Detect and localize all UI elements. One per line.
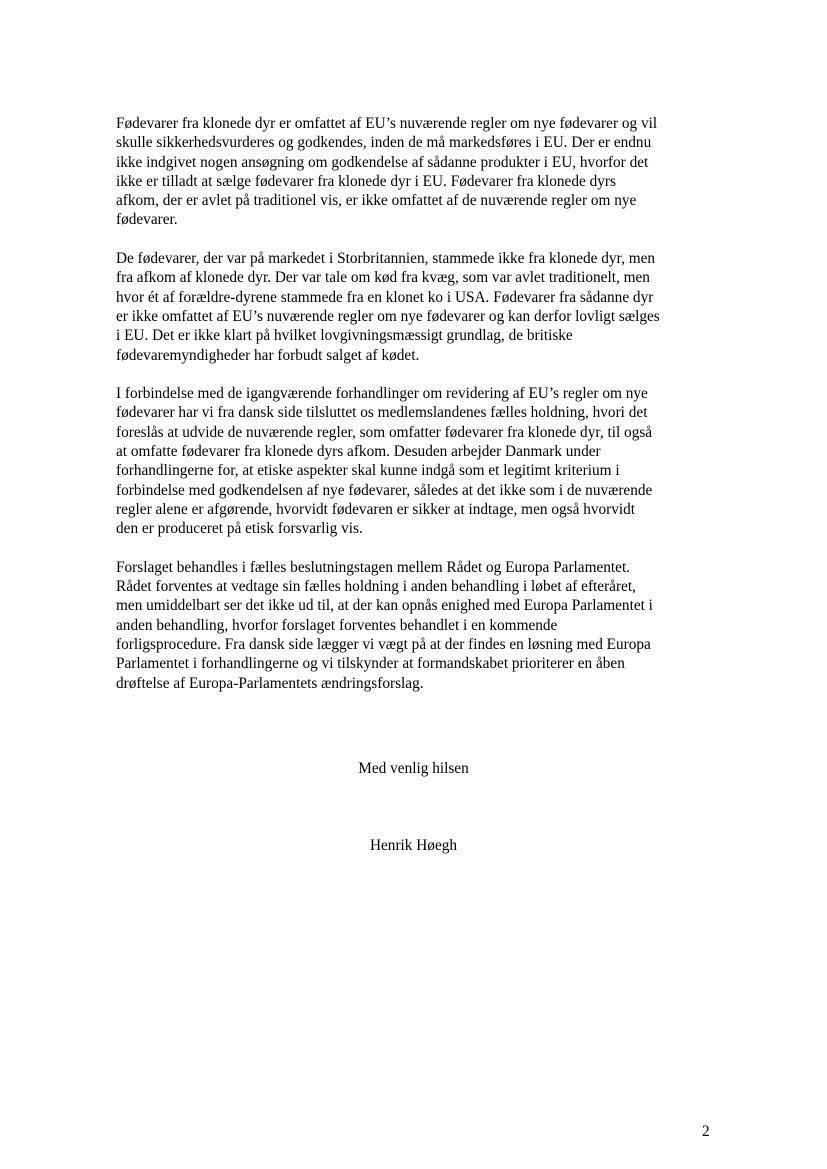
paragraph-gap xyxy=(116,365,726,384)
text-line: fra afkom af klonede dyr. Der var tale om kød fra kvæg, som var avlet traditionelt, men xyxy=(116,269,650,287)
text-line: fødevarer. xyxy=(116,211,178,229)
text-line: at omfatte fødevarer fra klonede dyrs afkom. Desuden arbejder Danmark under xyxy=(116,443,601,461)
paragraph-3 xyxy=(116,384,726,538)
text-line: Parlamentet i forhandlingerne og vi tilskynder at formandskabet prioriterer en åben xyxy=(116,655,625,673)
text-line: er ikke omfattet af EU’s nuværende regler om nye fødevarer og kan derfor lovligt sælges xyxy=(116,307,660,325)
text-line: foreslås at udvide de nuværende regler, som omfatter fødevarer fra klonede dyr, til også xyxy=(116,423,653,441)
paragraph-gap xyxy=(116,230,726,249)
paragraph-2 xyxy=(116,249,726,365)
text-line: forbindelse med godkendelsen af nye fødevarer, således at det ikke som i de nuværende xyxy=(116,481,653,499)
text-line: regler alene er afgørende, hvorvidt fødevaren er sikker at indtage, men også hvorvidt xyxy=(116,500,636,518)
text-line: ikke er tilladt at sælge fødevarer fra klonede dyr i EU. Fødevarer fra klonede dyrs xyxy=(116,172,616,190)
text-line: i EU. Det er ikke klart på hvilket lovgivningsmæssigt grundlag, de britiske xyxy=(116,327,573,345)
text-line: fødevaremyndigheder har forbudt salget af kødet. xyxy=(116,346,420,364)
text-line: I forbindelse med de igangværende forhandlinger om revidering af EU’s regler om nye xyxy=(116,385,648,403)
text-line: hvor ét af forældre-dyrene stammede fra en klonet ko i USA. Fødevarer fra sådanne dyr xyxy=(116,288,654,306)
text-line: forhandlingerne for, at etiske aspekter skal kunne indgå som et legitimt kriterium i xyxy=(116,462,620,480)
page-number: 2 xyxy=(702,1123,710,1140)
text-line: afkom, der er avlet på traditionel vis, er ikke omfattet af de nuværende regler om nye xyxy=(116,192,637,210)
closing-greeting: Med venlig hilsen xyxy=(358,760,469,777)
text-line: anden behandling, hvorfor forslaget forventes behandlet i en kommende xyxy=(116,616,558,634)
text-line: ikke indgivet nogen ansøgning om godkendelse af sådanne produkter i EU, hvorfor det xyxy=(116,153,649,171)
letter-body xyxy=(116,114,726,693)
paragraph-1 xyxy=(116,114,726,230)
paragraph-gap xyxy=(116,539,726,558)
text-line: fødevarer har vi fra dansk side tilsluttet os medlemslandenes fælles holdning, hvori det xyxy=(116,404,648,422)
text-line: drøftelse af Europa-Parlamentets ændringsforslag. xyxy=(116,674,424,692)
text-line: Fødevarer fra klonede dyr er omfattet af EU’s nuværende regler om nye fødevarer og vil xyxy=(116,115,658,132)
text-line: den er produceret på etisk forsvarlig vis. xyxy=(116,520,363,538)
signature-name: Henrik Høegh xyxy=(369,837,458,854)
text-line: men umiddelbart ser det ikke ud til, at der kan opnås enighed med Europa Parlamentet i xyxy=(116,597,653,615)
text-line: Rådet forventes at vedtage sin fælles holdning i anden behandling i løbet af efteråret, xyxy=(116,578,636,596)
text-line: forligsprocedure. Fra dansk side lægger vi vægt på at der findes en løsning med Europa xyxy=(116,636,651,654)
text-line: Forslaget behandles i fælles beslutningstagen mellem Rådet og Europa Parlamentet. xyxy=(116,558,631,576)
text-line: skulle sikkerhedsvurderes og godkendes, inden de må markedsføres i EU. Der er endnu xyxy=(116,134,652,152)
text-line: De fødevarer, der var på markedet i Storbritannien, stammede ikke fra klonede dyr, men xyxy=(116,250,656,268)
paragraph-4 xyxy=(116,558,726,693)
